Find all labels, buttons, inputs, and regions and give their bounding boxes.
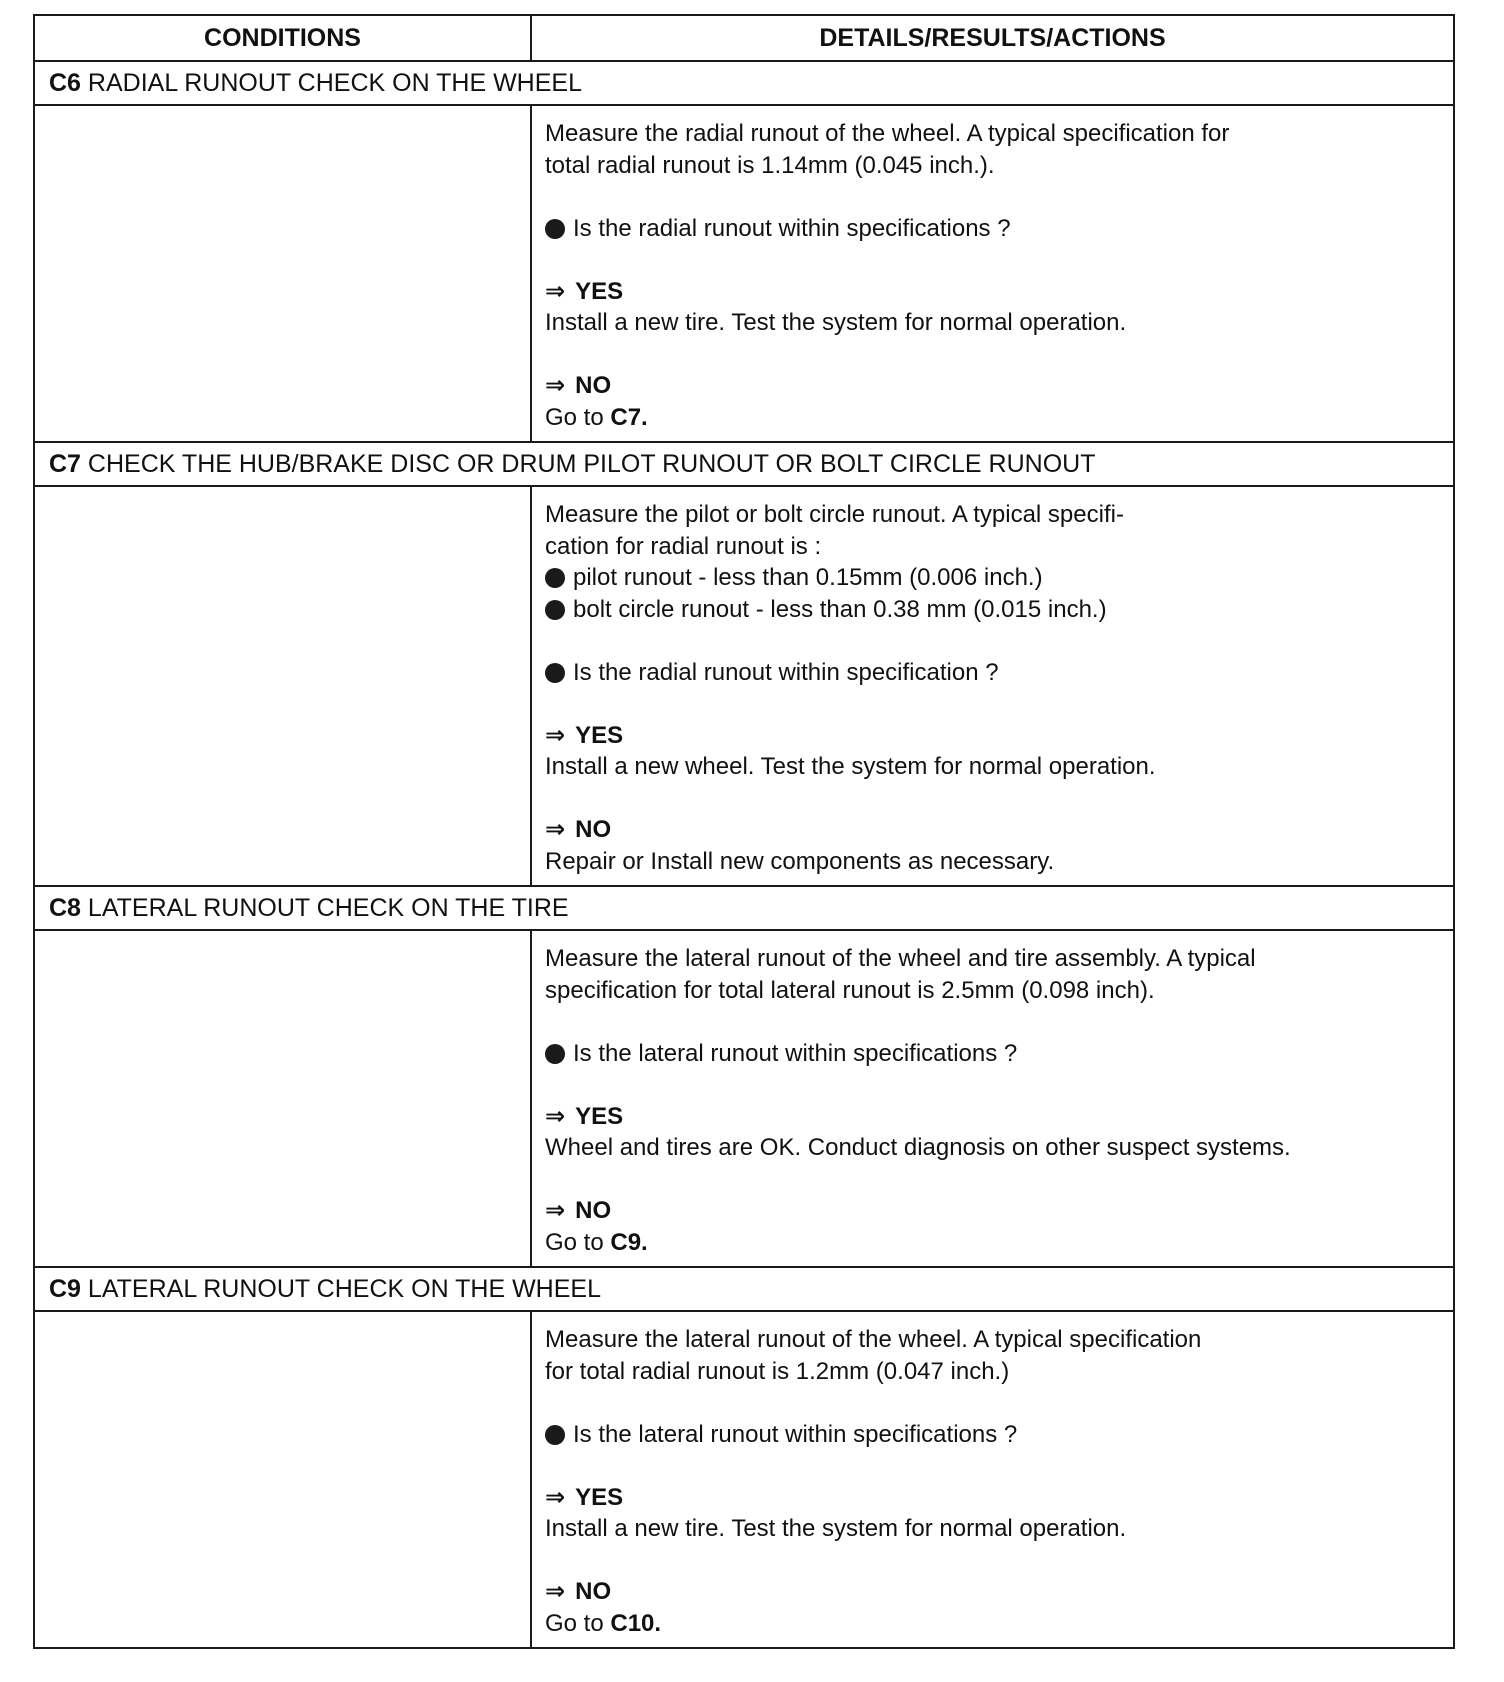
section-row-c8 <box>34 886 1454 930</box>
arrow-icon: ⇒ <box>545 1483 566 1511</box>
arrow-icon: ⇒ <box>545 816 566 843</box>
conditions-cell <box>34 1311 531 1648</box>
instruction-line: Measure the radial runout of the wheel. A typical specification for <box>545 120 1230 147</box>
arrow-icon: ⇒ <box>545 277 566 305</box>
bullet-icon <box>545 1425 565 1445</box>
bullet-icon <box>545 600 565 620</box>
yes-action: Install a new tire. Test the system for normal operation. <box>545 1515 1127 1542</box>
no-label: ⇒ NO <box>545 372 612 399</box>
instruction-line: Measure the lateral runout of the wheel. A typical specification <box>545 1326 1202 1353</box>
yes-label: ⇒ YES <box>545 721 624 749</box>
goto-ref: C7. <box>610 403 648 431</box>
section-body-c9 <box>34 1311 1454 1648</box>
table-header-row <box>34 15 1454 61</box>
no-label: ⇒ NO <box>545 1578 612 1605</box>
question <box>545 1038 1441 1070</box>
section-title <box>34 442 1454 486</box>
goto-ref: C10. <box>610 1609 662 1637</box>
bullet-icon <box>545 219 565 239</box>
section-code: C9 <box>49 1274 81 1303</box>
spec-bullet: pilot runout - less than 0.15mm (0.006 inch.) <box>545 562 1441 594</box>
no-action: Go to C7. <box>545 403 648 431</box>
instruction-line: Measure the lateral runout of the wheel and tire assembly. A typical <box>545 945 1256 972</box>
no-action: Go to C10. <box>545 1609 662 1637</box>
section-code: C7 <box>49 449 81 478</box>
section-body-c7 <box>34 486 1454 886</box>
section-code: C6 <box>49 68 81 97</box>
no-action: Repair or Install new components as necessary. <box>545 847 1055 875</box>
section-body-c8 <box>34 930 1454 1267</box>
no-action: Go to C9. <box>545 1228 648 1256</box>
diagnostic-table <box>33 14 1455 1649</box>
section-title-text: LATERAL RUNOUT CHECK ON THE TIRE <box>87 893 569 922</box>
section-title <box>34 61 1454 105</box>
spec-bullet: bolt circle runout - less than 0.38 mm (0.015 inch.) <box>545 594 1441 626</box>
section-body-c6 <box>34 105 1454 442</box>
section-code: C8 <box>49 893 81 922</box>
bullet-icon <box>545 1044 565 1064</box>
details-cell <box>531 1311 1454 1648</box>
arrow-icon: ⇒ <box>545 1102 566 1130</box>
section-title-text: CHECK THE HUB/BRAKE DISC OR DRUM PILOT RUNOUT OR BOLT CIRCLE RUNOUT <box>87 449 1096 478</box>
details-header: DETAILS/RESULTS/ACTIONS <box>531 15 1454 61</box>
bullet-icon <box>545 568 565 588</box>
arrow-icon: ⇒ <box>545 1197 566 1224</box>
section-title <box>34 886 1454 930</box>
yes-action: Install a new wheel. Test the system for normal operation. <box>545 753 1156 780</box>
section-row-c6 <box>34 61 1454 105</box>
instruction-line: for total radial runout is 1.2mm (0.047 inch.) <box>545 1357 1010 1385</box>
question-text: Is the lateral runout within specifications ? <box>573 1039 1018 1067</box>
instruction-line: specification for total lateral runout is 2.5mm (0.098 inch). <box>545 976 1155 1004</box>
details-cell <box>531 486 1454 886</box>
no-label: ⇒ NO <box>545 816 612 843</box>
details-cell <box>531 930 1454 1267</box>
section-title-text: LATERAL RUNOUT CHECK ON THE WHEEL <box>87 1274 601 1303</box>
section-title-text: RADIAL RUNOUT CHECK ON THE WHEEL <box>87 68 582 97</box>
yes-label: ⇒ YES <box>545 1102 624 1130</box>
question-text: Is the radial runout within specification ? <box>573 658 999 686</box>
instruction-line: total radial runout is 1.14mm (0.045 inch.). <box>545 151 995 179</box>
yes-action: Install a new tire. Test the system for normal operation. <box>545 309 1127 336</box>
yes-action: Wheel and tires are OK. Conduct diagnosis on other suspect systems. <box>545 1134 1291 1161</box>
yes-label: ⇒ YES <box>545 1483 624 1511</box>
question-text: Is the radial runout within specifications ? <box>573 214 1011 242</box>
section-row-c9 <box>34 1267 1454 1311</box>
arrow-icon: ⇒ <box>545 372 566 399</box>
section-row-c7 <box>34 442 1454 486</box>
arrow-icon: ⇒ <box>545 721 566 749</box>
details-cell <box>531 105 1454 442</box>
conditions-cell <box>34 105 531 442</box>
yes-label: ⇒ YES <box>545 277 624 305</box>
section-title <box>34 1267 1454 1311</box>
conditions-cell <box>34 486 531 886</box>
conditions-cell <box>34 930 531 1267</box>
instruction-line: cation for radial runout is : <box>545 532 822 560</box>
question <box>545 213 1441 245</box>
question <box>545 657 1441 689</box>
arrow-icon: ⇒ <box>545 1578 566 1605</box>
no-label: ⇒ NO <box>545 1197 612 1224</box>
bullet-icon <box>545 663 565 683</box>
question-text: Is the lateral runout within specifications ? <box>573 1420 1018 1448</box>
diagnostic-table-page <box>33 14 1453 1649</box>
conditions-header: CONDITIONS <box>34 15 531 61</box>
instruction-line: Measure the pilot or bolt circle runout. A typical specifi- <box>545 501 1124 528</box>
question <box>545 1419 1441 1451</box>
goto-ref: C9. <box>610 1228 648 1256</box>
